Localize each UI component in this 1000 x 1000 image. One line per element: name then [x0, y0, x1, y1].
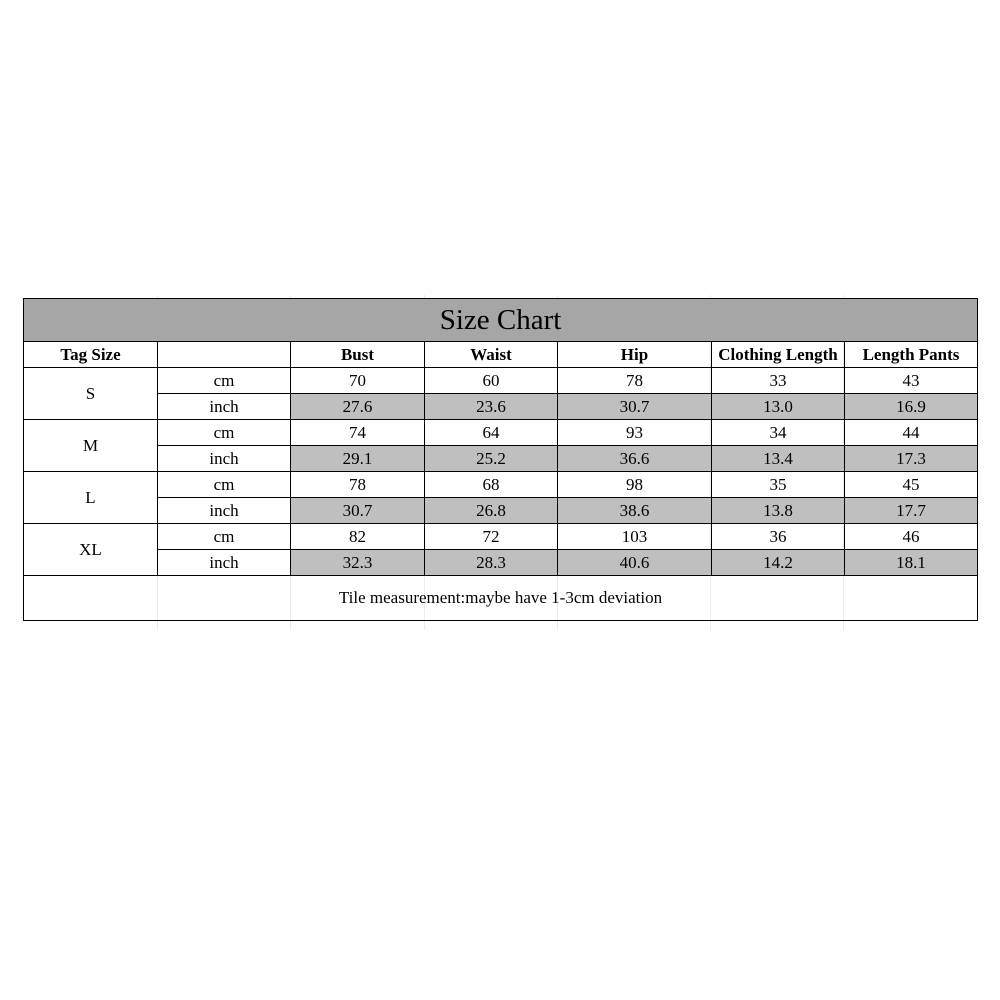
- table-row: [24, 446, 978, 472]
- table-row: [24, 394, 978, 420]
- unit-cell: inch: [158, 550, 291, 576]
- length-pants-cell: 17.3: [845, 446, 978, 472]
- header-row: [24, 342, 978, 368]
- header-length-pants: Length Pants: [845, 342, 978, 368]
- waist-cell: 23.6: [425, 394, 558, 420]
- unit-cell: inch: [158, 446, 291, 472]
- hip-cell: 103: [558, 524, 712, 550]
- header-unit: [158, 342, 291, 368]
- length-pants-cell: 17.7: [845, 498, 978, 524]
- table-row: [24, 550, 978, 576]
- header-tag-size: Tag Size: [24, 342, 158, 368]
- table-row: [24, 498, 978, 524]
- note-row: [24, 576, 978, 621]
- bust-cell: 32.3: [291, 550, 425, 576]
- unit-cell: cm: [158, 524, 291, 550]
- length-pants-cell: 46: [845, 524, 978, 550]
- unit-cell: inch: [158, 498, 291, 524]
- bust-cell: 78: [291, 472, 425, 498]
- hip-cell: 38.6: [558, 498, 712, 524]
- header-bust: Bust: [291, 342, 425, 368]
- waist-cell: 68: [425, 472, 558, 498]
- table-row: [24, 420, 978, 446]
- hip-cell: 78: [558, 368, 712, 394]
- table-row: [24, 524, 978, 550]
- bust-cell: 74: [291, 420, 425, 446]
- length-pants-cell: 18.1: [845, 550, 978, 576]
- length-pants-cell: 45: [845, 472, 978, 498]
- table-title: Size Chart: [24, 299, 978, 342]
- tag-size-cell: M: [24, 420, 158, 472]
- bust-cell: 27.6: [291, 394, 425, 420]
- bust-cell: 70: [291, 368, 425, 394]
- table-row: [24, 368, 978, 394]
- waist-cell: 60: [425, 368, 558, 394]
- clothing-length-cell: 13.8: [712, 498, 845, 524]
- tag-size-cell: S: [24, 368, 158, 420]
- header-waist: Waist: [425, 342, 558, 368]
- clothing-length-cell: 35: [712, 472, 845, 498]
- header-clothing-length: Clothing Length: [712, 342, 845, 368]
- clothing-length-cell: 34: [712, 420, 845, 446]
- bust-cell: 29.1: [291, 446, 425, 472]
- bust-cell: 82: [291, 524, 425, 550]
- clothing-length-cell: 33: [712, 368, 845, 394]
- waist-cell: 72: [425, 524, 558, 550]
- length-pants-cell: 43: [845, 368, 978, 394]
- clothing-length-cell: 14.2: [712, 550, 845, 576]
- hip-cell: 98: [558, 472, 712, 498]
- unit-cell: cm: [158, 472, 291, 498]
- clothing-length-cell: 13.0: [712, 394, 845, 420]
- waist-cell: 28.3: [425, 550, 558, 576]
- unit-cell: cm: [158, 420, 291, 446]
- hip-cell: 30.7: [558, 394, 712, 420]
- waist-cell: 25.2: [425, 446, 558, 472]
- size-chart-table: [23, 298, 978, 621]
- bust-cell: 30.7: [291, 498, 425, 524]
- length-pants-cell: 44: [845, 420, 978, 446]
- header-hip: Hip: [558, 342, 712, 368]
- hip-cell: 40.6: [558, 550, 712, 576]
- table-row: [24, 472, 978, 498]
- unit-cell: inch: [158, 394, 291, 420]
- tag-size-cell: L: [24, 472, 158, 524]
- measurement-note: Tile measurement:maybe have 1-3cm deviation: [24, 576, 978, 621]
- hip-cell: 36.6: [558, 446, 712, 472]
- hip-cell: 93: [558, 420, 712, 446]
- waist-cell: 26.8: [425, 498, 558, 524]
- waist-cell: 64: [425, 420, 558, 446]
- clothing-length-cell: 13.4: [712, 446, 845, 472]
- title-row: [24, 299, 978, 342]
- tag-size-cell: XL: [24, 524, 158, 576]
- clothing-length-cell: 36: [712, 524, 845, 550]
- unit-cell: cm: [158, 368, 291, 394]
- length-pants-cell: 16.9: [845, 394, 978, 420]
